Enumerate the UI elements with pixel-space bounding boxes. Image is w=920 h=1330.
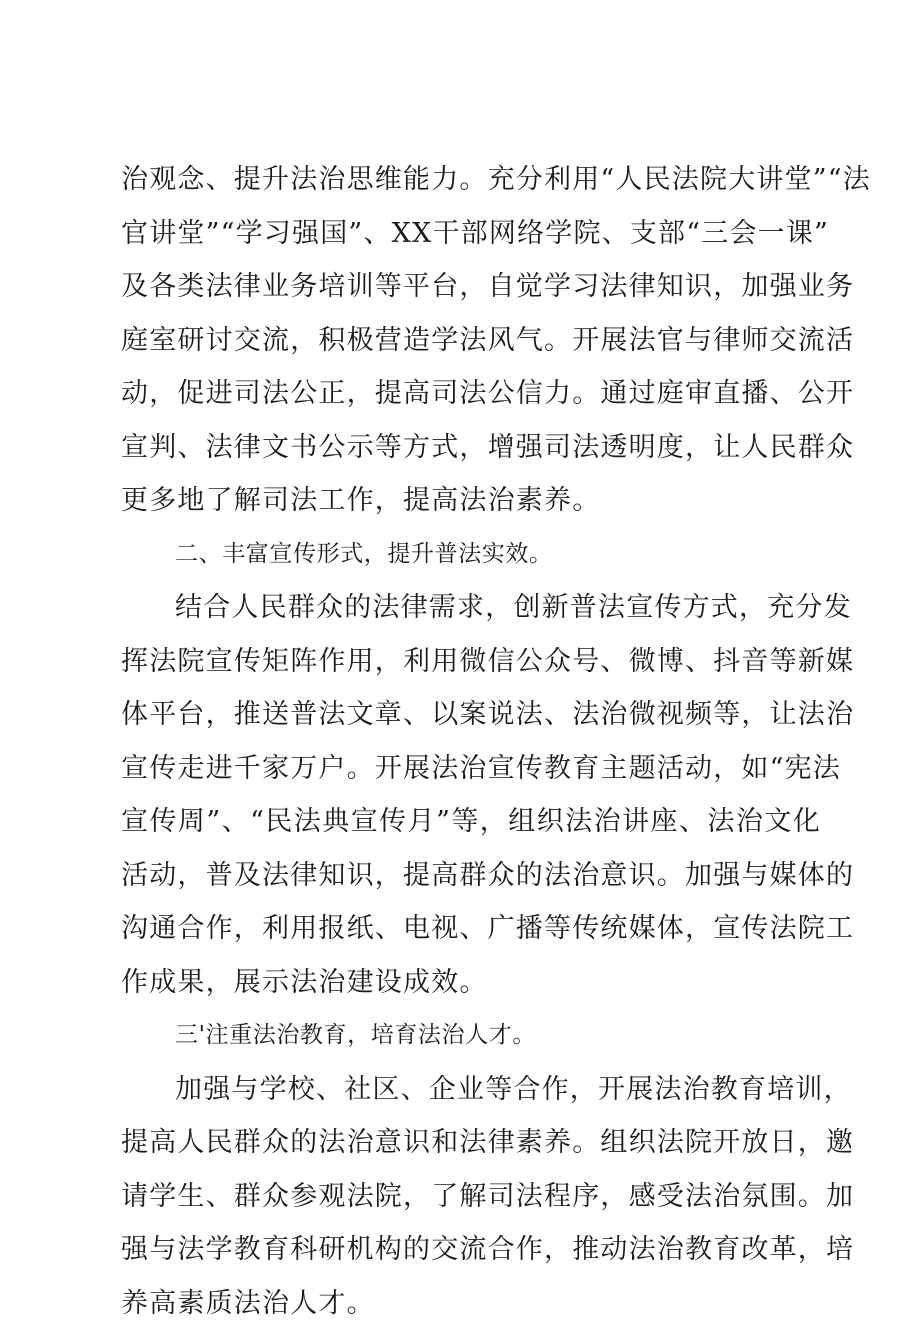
paragraph-line: 提高人民群众的法治意识和法律素养。组织法院开放日，邀 xyxy=(121,1116,821,1170)
paragraph-line: 体平台，推送普法文章、以案说法、法治微视频等，让法治 xyxy=(121,688,821,742)
paragraph-line: 结合人民群众的法律需求，创新普法宣传方式，充分发 xyxy=(121,581,821,635)
paragraph-line: 强与法学教育科研机构的交流合作，推动法治教育改革，培 xyxy=(121,1223,821,1277)
paragraph-line: 挥法院宣传矩阵作用，利用微信公众号、微博、抖音等新媒 xyxy=(121,635,821,689)
section-heading-3: 三'注重法治教育，培育法治人才。 xyxy=(121,1009,821,1063)
paragraph-line: 及各类法律业务培训等平台，自觉学习法律知识，加强业务 xyxy=(121,260,821,314)
paragraph-line: 更多地了解司法工作，提高法治素养。 xyxy=(121,474,821,528)
paragraph-line: 加强与学校、社区、企业等合作，开展法治教育培训， xyxy=(121,1063,821,1117)
paragraph-line: 动，促进司法公正，提高司法公信力。通过庭审直播、公开 xyxy=(121,367,821,421)
paragraph-line: 官讲堂”“学习强国”、XX干部网络学院、支部“三会一课” xyxy=(121,207,821,261)
section-heading-2: 二、丰富宣传形式，提升普法实效。 xyxy=(121,528,821,582)
paragraph-line: 作成果，展示法治建设成效。 xyxy=(121,956,821,1010)
paragraph-1 xyxy=(121,153,821,528)
paragraph-3 xyxy=(121,1063,821,1330)
paragraph-line: 治观念、提升法治思维能力。充分利用“人民法院大讲堂”“法 xyxy=(121,153,821,207)
paragraph-line: 宣传走进千家万户。开展法治宣传教育主题活动，如“宪法 xyxy=(121,742,821,796)
paragraph-line: 活动，普及法律知识，提高群众的法治意识。加强与媒体的 xyxy=(121,849,821,903)
paragraph-line: 宣判、法律文书公示等方式，增强司法透明度，让人民群众 xyxy=(121,421,821,475)
paragraph-line: 养高素质法治人才。 xyxy=(121,1277,821,1330)
paragraph-line: 请学生、群众参观法院，了解司法程序，感受法治氛围。加 xyxy=(121,1170,821,1224)
paragraph-2 xyxy=(121,581,821,1009)
paragraph-line: 庭室研讨交流，积极营造学法风气。开展法官与律师交流活 xyxy=(121,314,821,368)
document-body xyxy=(121,153,821,1330)
paragraph-line: 沟通合作，利用报纸、电视、广播等传统媒体，宣传法院工 xyxy=(121,902,821,956)
paragraph-line: 宣传周”、“民法典宣传月”等，组织法治讲座、法治文化 xyxy=(121,795,821,849)
